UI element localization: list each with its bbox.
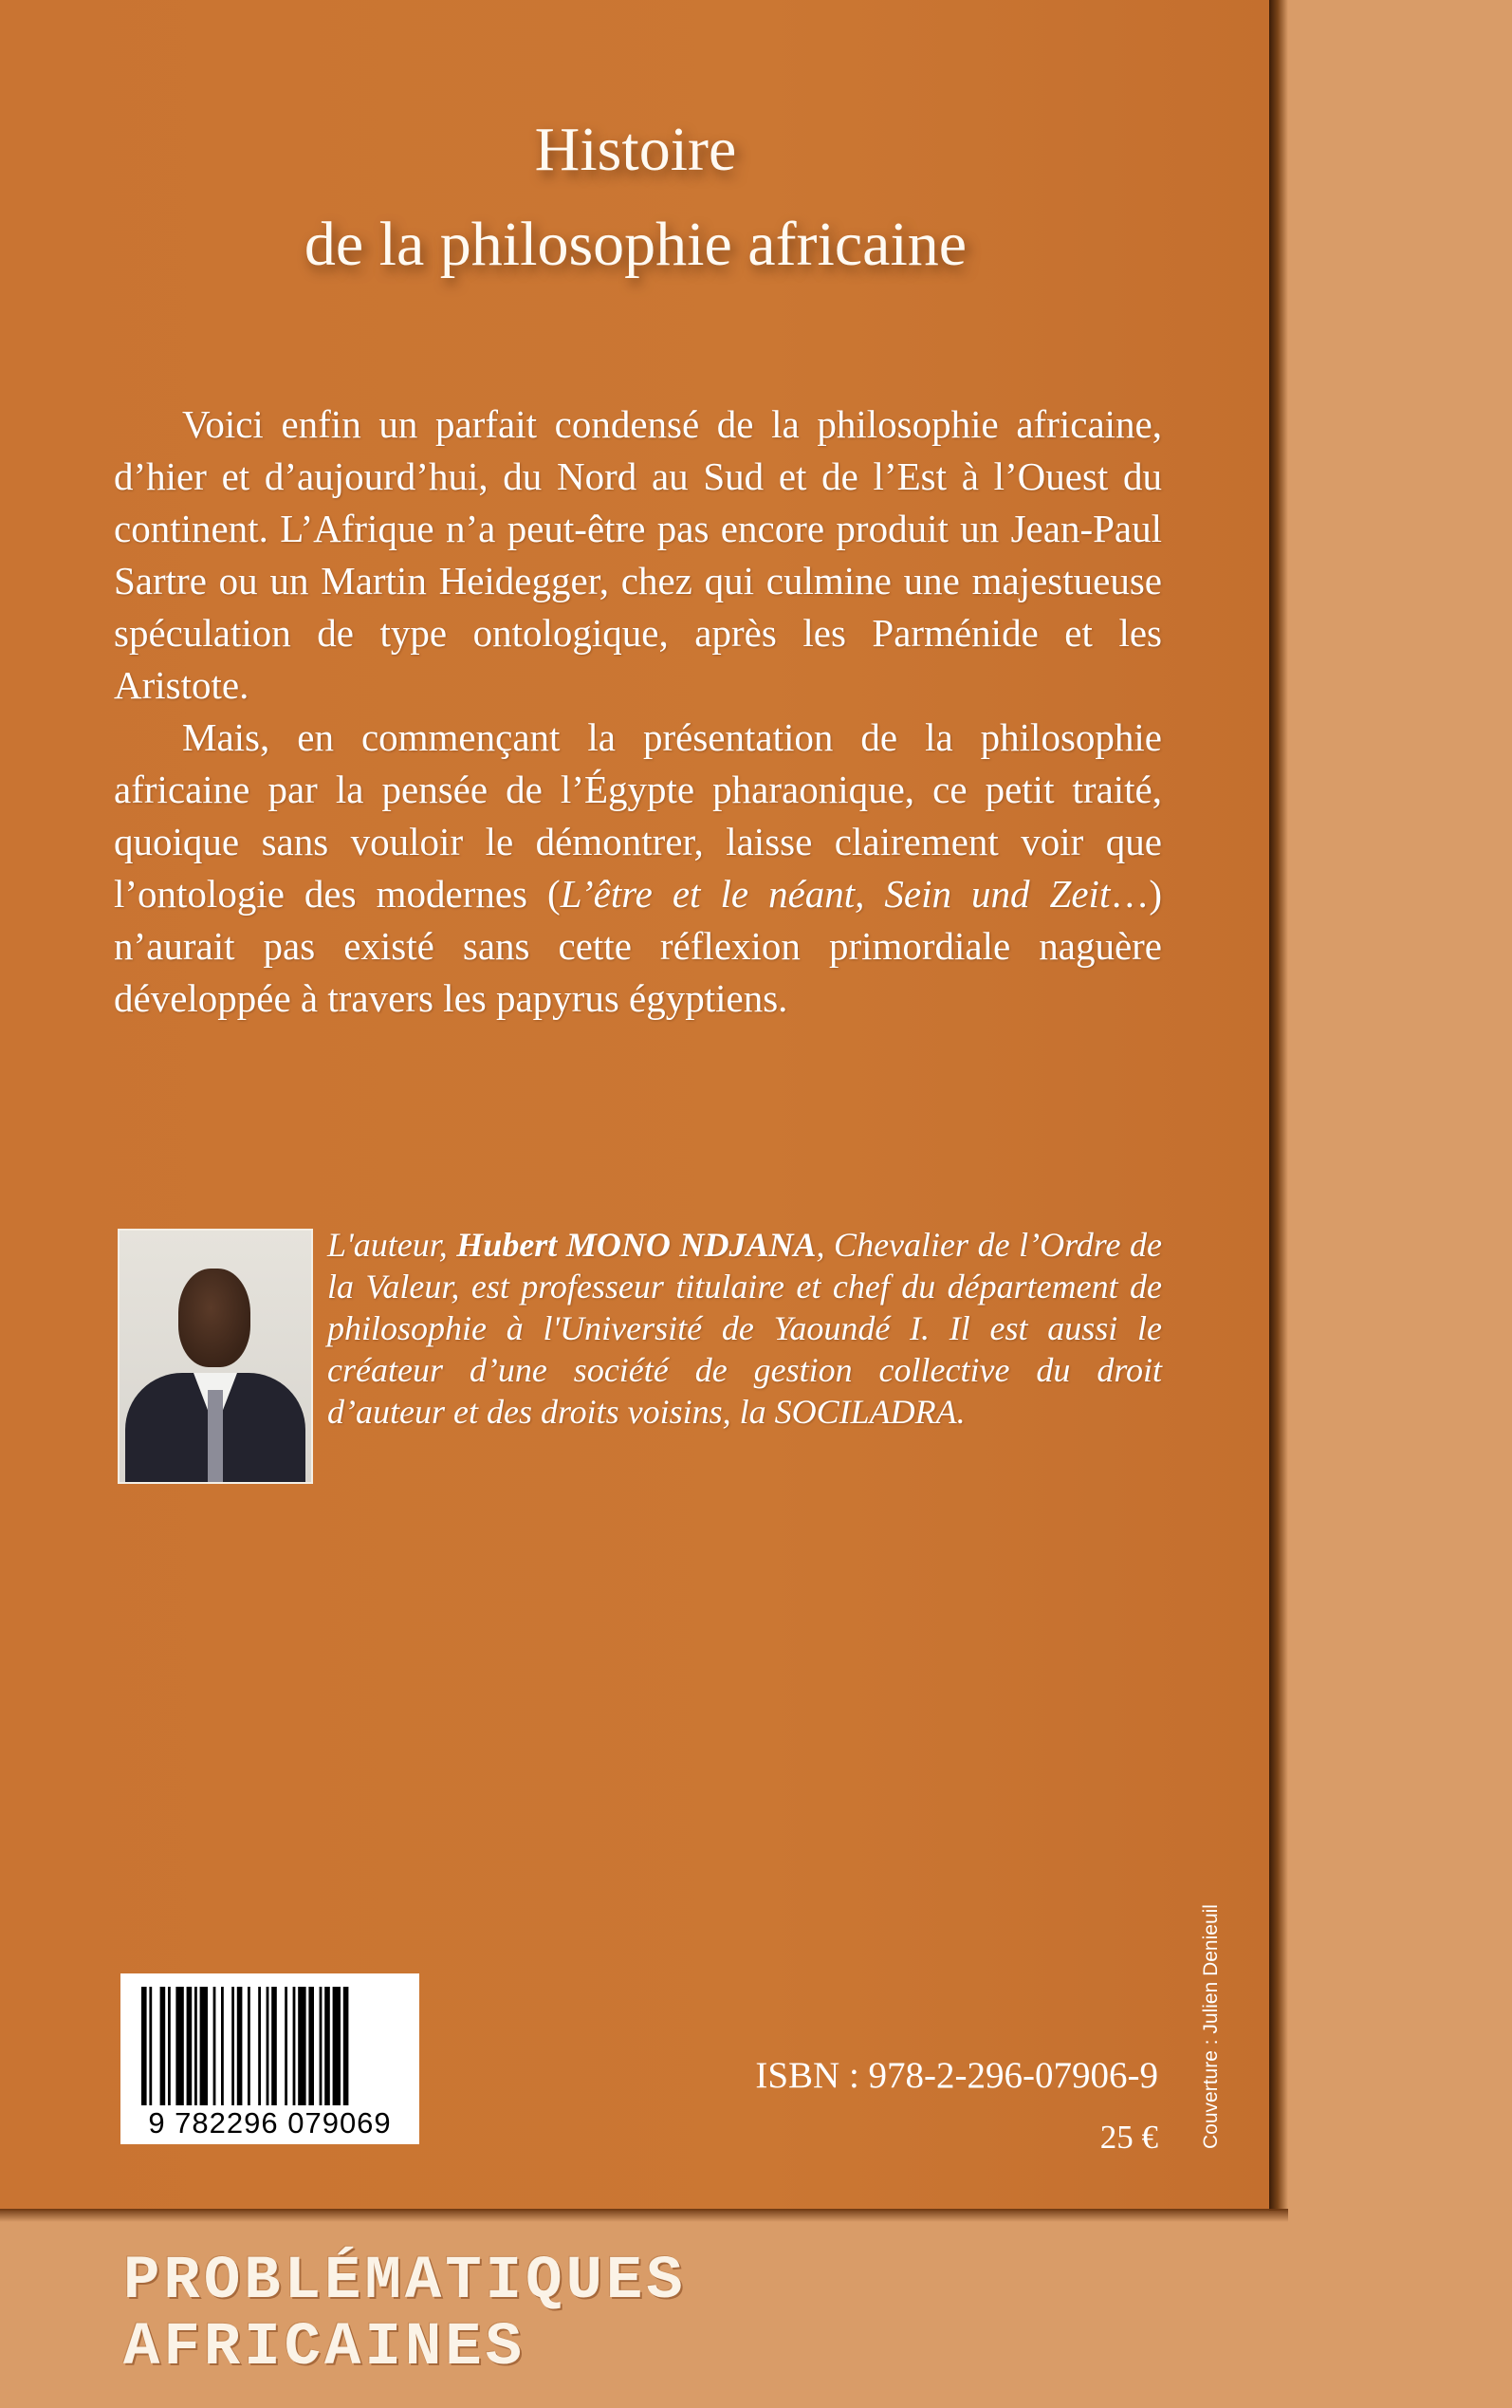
- photo-tie: [208, 1390, 223, 1484]
- barcode-bar: [271, 1987, 277, 2105]
- isbn: ISBN : 978-2-296-07906-9: [755, 2055, 1158, 2096]
- barcode-bar: [221, 1987, 224, 2105]
- barcode-bar: [168, 1987, 171, 2105]
- author-bio-body: , Chevalier de l’Ordre de la Valeur, est professeur titulaire et chef du département de philosophie à l'Université de Yaoundé I. Il est aussi le créateur d’une société de gestion collective du droit d’auteur et des droits voisins, la SOCILADRA.: [327, 1226, 1162, 1431]
- description-paragraph-2: [114, 712, 1162, 1025]
- series-line-1: PROBLÉMATIQUES: [123, 2248, 687, 2316]
- book-title: [0, 102, 1271, 292]
- description-p2-end: …) n’aurait pas existé sans cette réflexion primordiale naguère développée à travers les papyrus égyptiens.: [114, 872, 1163, 1020]
- barcode-number: 9 782296 079069: [148, 2106, 392, 2139]
- panel-shadow-bottom: [0, 2209, 1288, 2222]
- barcode-bar: [200, 1987, 208, 2105]
- series-line-2: AFRICAINES: [123, 2314, 526, 2382]
- barcode-bar: [149, 1987, 152, 2105]
- panel-shadow-right: [1269, 0, 1288, 2211]
- barcode-bar: [231, 1987, 234, 2105]
- photo-head: [178, 1269, 250, 1367]
- description-paragraph-1: Voici enfin un parfait condensé de la philosophie africaine, d’hier et d’aujourd’hui, du Nord au Sud et de l’Est à l’Ouest du continent. L’Afrique n’a peut-être pas encore produit un Jean-Paul Sartre ou un Martin Heidegger, chez qui culmine une majestueuse spéculation de type ontologique, après les Parménide et les Aristote.: [114, 402, 1162, 707]
- barcode-bar: [324, 1987, 330, 2105]
- price: 25 €: [1099, 2119, 1158, 2156]
- barcode-bar: [343, 1987, 349, 2105]
- description-p2-start: Mais, en commençant la présentation de la philosophie africaine par la pensée de l’Égypte pharaonique, ce petit traité, quoique sans vouloir le démontrer, laisse clairement voir que l’ontologie des modernes (: [114, 715, 1162, 916]
- description: [114, 398, 1162, 1025]
- barcode-bar: [160, 1987, 166, 2105]
- description-p2-titles: L’être et le néant, Sein und Zeit: [560, 872, 1111, 916]
- barcode: [120, 1973, 419, 2144]
- author-photo: [118, 1229, 313, 1484]
- barcode-bar: [267, 1987, 269, 2105]
- barcode-bar: [258, 1987, 261, 2105]
- title-line-2: de la philosophie africaine: [304, 210, 968, 279]
- barcode-bar: [213, 1987, 216, 2105]
- barcode-bar: [248, 1987, 250, 2105]
- barcode-bar: [298, 1987, 305, 2105]
- barcode-bar: [285, 1987, 287, 2105]
- barcode-bar: [237, 1987, 243, 2105]
- barcode-bar: [187, 1987, 193, 2105]
- author-name: Hubert MONO NDJANA: [456, 1226, 817, 1264]
- author-bio-prefix: L'auteur,: [327, 1226, 457, 1264]
- author-bio: [327, 1224, 1162, 1433]
- barcode-bar: [308, 1987, 314, 2105]
- barcode-bar: [320, 1987, 323, 2105]
- cover-credit: Couverture : Julien Denieuil: [1200, 1904, 1222, 2149]
- barcode-bar: [175, 1987, 183, 2105]
- barcode-bar: [141, 1987, 147, 2105]
- barcode-bar: [293, 1987, 296, 2105]
- series-name: [123, 2249, 687, 2381]
- barcode-bars: [141, 1987, 397, 2105]
- barcode-bar: [194, 1987, 197, 2105]
- barcode-bar: [333, 1987, 341, 2105]
- title-line-1: Histoire: [534, 115, 737, 184]
